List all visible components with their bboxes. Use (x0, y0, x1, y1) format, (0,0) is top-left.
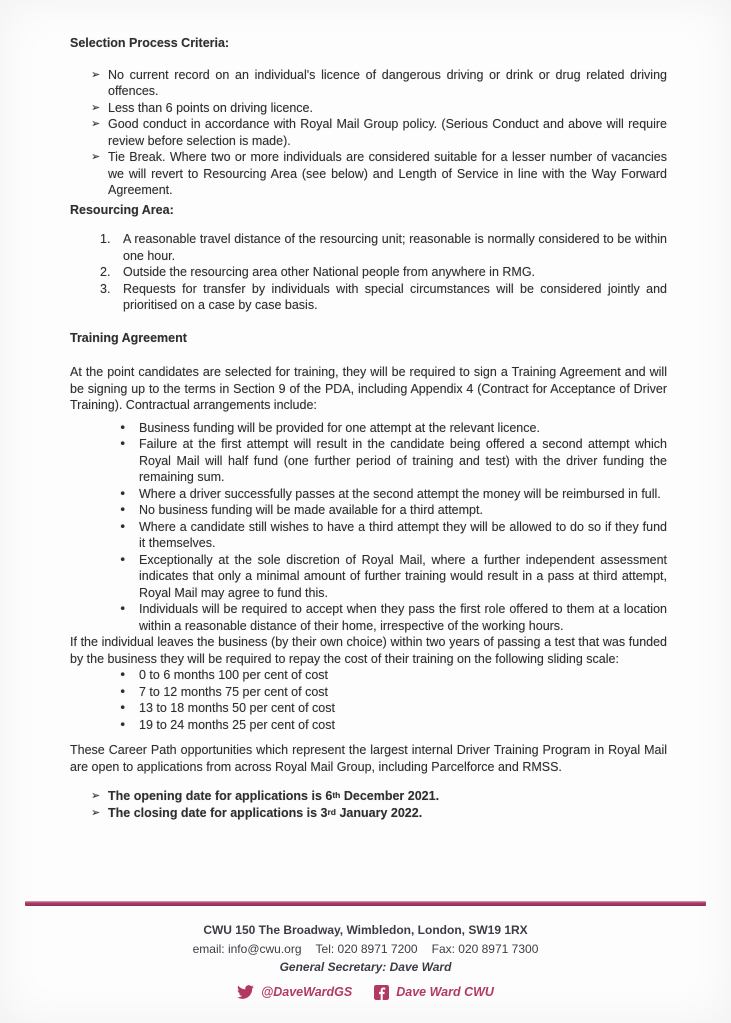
dot-bullet-icon: • (119, 485, 127, 501)
resourcing-item (70, 281, 667, 314)
footer (0, 901, 731, 1000)
resourcing-item-text: A reasonable travel distance of the resourcing unit; reasonable is normally considered to be within one hour. (123, 232, 667, 263)
training-item (70, 552, 667, 602)
dot-bullet-icon: • (119, 700, 127, 715)
criteria-item-text: Less than 6 points on driving licence. (108, 100, 313, 115)
training-item-text: Where a driver successfully passes at the second attempt the money will be reimbursed in full. (139, 486, 661, 501)
arrow-bullet-icon: ➢ (91, 67, 101, 81)
footer-general-secretary: General Secretary: Dave Ward (279, 960, 452, 974)
training-item (70, 502, 667, 519)
criteria-item (70, 149, 667, 199)
dot-bullet-icon: • (119, 683, 127, 699)
resourcing-item (70, 231, 667, 264)
career-path-paragraph: These Career Path opportunities which represent the largest internal Driver Training Program in Royal Mail are open to applications from across Royal Mail Group, including Parcelforce and RMSS. (70, 743, 667, 774)
scale-item (70, 717, 667, 734)
footer-divider-rule (25, 901, 706, 906)
repayment-paragraph: If the individual leaves the business (by their own choice) within two years of passing a test that was funded by the business they will be required to repay the cost of their training on the following sliding scale: (70, 635, 667, 666)
resourcing-list (70, 231, 667, 314)
scale-item (70, 700, 667, 717)
training-item (70, 519, 667, 552)
footer-address: CWU 150 The Broadway, Wimbledon, London, SW19 1RX (203, 923, 528, 937)
training-item-text: Exceptionally at the sole discretion of Royal Mail, where a further independent assessment indicates that only a minimal amount of further training would result in a pass at third attempt, Royal Mail may agree to fund this. (139, 552, 667, 600)
footer-contact (0, 940, 731, 959)
scale-item (70, 667, 667, 684)
training-intro-paragraph: At the point candidates are selected for training, they will be required to sign a Training Agreement and will be signing up to the terms in Section 9 of the PDA, including Appendix 4 (Contract for Acceptance of Driver Training). Contractual arrangements include: (70, 365, 667, 412)
dot-bullet-icon: • (119, 436, 127, 451)
criteria-item-text: No current record on an individual's licence of dangerous driving or drink or drug related driving offences. (108, 67, 667, 98)
arrow-bullet-icon: ➢ (91, 150, 101, 163)
footer-email: email: info@cwu.org (192, 941, 302, 956)
training-agreement-heading: Training Agreement (70, 330, 187, 345)
dot-bullet-icon: • (119, 667, 127, 682)
list-number: 2. (100, 265, 111, 279)
criteria-item (70, 100, 667, 117)
facebook-account (374, 985, 494, 1000)
scale-item-text: 13 to 18 months 50 per cent of cost (139, 701, 335, 715)
scale-item-text: 0 to 6 months 100 per cent of cost (139, 668, 329, 682)
training-item-text: Individuals will be required to accept when they pass the first role offered to them at a location within a reasonable distance of their home, irrespective of the working hours. (139, 602, 667, 633)
closing-date-item (70, 805, 667, 822)
closing-date-text: The closing date for applications is 3rd January 2022. (108, 805, 423, 820)
criteria-item-text: Good conduct in accordance with Royal Mail Group policy. (Serious Conduct and above will require review before selection is made). (108, 117, 667, 148)
footer-fax: Fax: 020 8971 7300 (431, 941, 539, 956)
criteria-list (70, 67, 667, 199)
training-item-text: Where a candidate still wishes to have a third attempt they will be allowed to do so if they fund it themselves. (139, 519, 667, 550)
training-item-text: Failure at the first attempt will result in the candidate being offered a second attempt which Royal Mail will half fund (one further period of training and test) with the driver funding the remaining sum. (139, 437, 667, 484)
twitter-handle: @DaveWardGS (261, 985, 353, 999)
training-item (70, 601, 667, 634)
training-item (70, 486, 667, 503)
resourcing-item (70, 264, 667, 281)
selection-criteria-heading: Selection Process Criteria: (70, 36, 230, 50)
twitter-icon (237, 985, 254, 999)
scale-item-text: 19 to 24 months 25 per cent of cost (139, 717, 335, 732)
criteria-item (70, 116, 667, 149)
opening-date-text: The opening date for applications is 6th December 2021. (108, 789, 440, 803)
dot-bullet-icon: • (119, 502, 127, 517)
application-dates-list (70, 788, 667, 821)
facebook-name: Dave Ward CWU (396, 985, 494, 999)
scale-item (70, 684, 667, 701)
sliding-scale-list (70, 667, 667, 733)
criteria-item-text: Tie Break. Where two or more individuals are considered suitable for a lesser number of vacancies we will revert to Resourcing Area (see below) and Length of Service in line with the Way Forward Agreement. (108, 150, 667, 197)
arrow-bullet-icon: ➢ (91, 805, 101, 819)
criteria-item (70, 67, 667, 100)
dot-bullet-icon: • (119, 518, 127, 534)
facebook-icon (374, 985, 389, 1000)
arrow-bullet-icon: ➢ (91, 117, 101, 130)
ordinal-suffix: rd (327, 806, 336, 817)
opening-date-item (70, 788, 667, 805)
twitter-account (237, 985, 352, 999)
dot-bullet-icon: • (119, 601, 127, 616)
training-item-text: Business funding will be provided for one attempt at the relevant licence. (139, 420, 540, 435)
dot-bullet-icon: • (119, 551, 127, 567)
list-number: 3. (100, 281, 111, 296)
dot-bullet-icon: • (119, 419, 127, 435)
training-item (70, 420, 667, 437)
list-number: 1. (100, 232, 111, 246)
footer-telephone: Tel: 020 8971 7200 (315, 941, 418, 956)
dot-bullet-icon: • (119, 716, 127, 732)
footer-social-row (0, 985, 731, 1000)
training-list (70, 420, 667, 635)
training-item-text: No business funding will be made available for a third attempt. (139, 503, 483, 517)
arrow-bullet-icon: ➢ (91, 789, 101, 802)
scale-item-text: 7 to 12 months 75 per cent of cost (139, 684, 329, 699)
resourcing-item-text: Requests for transfer by individuals with special circumstances will be considered jointly and prioritised on a case by case basis. (123, 281, 667, 312)
ordinal-suffix: th (332, 790, 341, 800)
arrow-bullet-icon: ➢ (91, 100, 101, 114)
training-item (70, 436, 667, 486)
resourcing-area-heading: Resourcing Area: (70, 202, 174, 217)
resourcing-item-text: Outside the resourcing area other National people from anywhere in RMG. (123, 265, 536, 279)
